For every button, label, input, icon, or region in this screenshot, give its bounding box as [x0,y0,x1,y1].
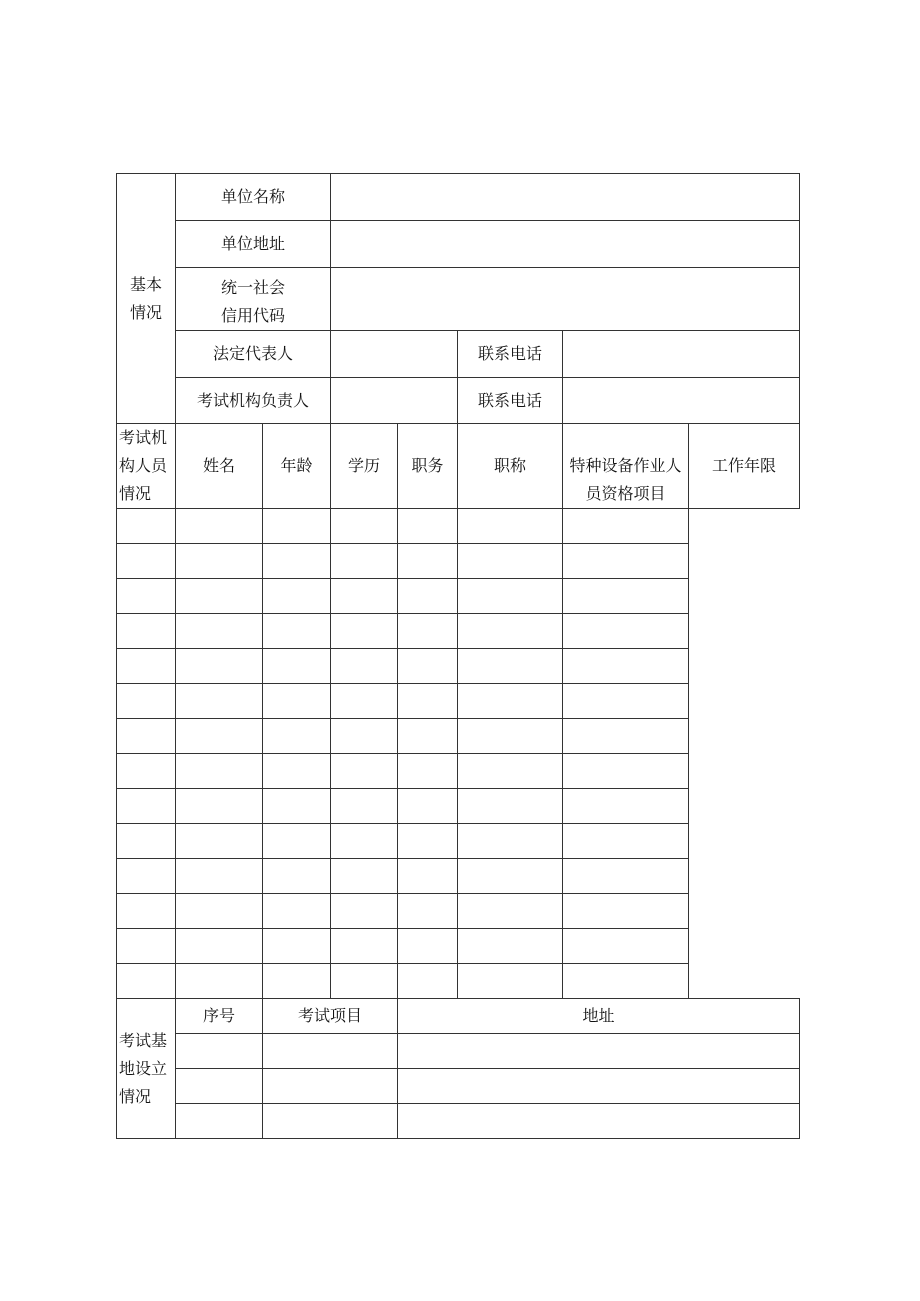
personnel-cell[interactable] [176,614,263,649]
unit-name-field[interactable] [331,174,800,221]
base-col-address-header: 地址 [398,999,800,1034]
personnel-cell[interactable] [331,894,398,929]
personnel-cell[interactable] [117,614,176,649]
personnel-cell[interactable] [263,579,331,614]
personnel-cell[interactable] [117,859,176,894]
personnel-cell[interactable] [263,964,331,999]
base-col-item-header: 考试项目 [263,999,398,1034]
base-section-label: 考试基地设立情况 [117,999,176,1139]
base-row [117,1069,800,1104]
personnel-cell[interactable] [563,579,689,614]
personnel-cell[interactable] [458,964,563,999]
legal-rep-phone-label: 联系电话 [458,331,563,378]
col-qualification-header: 特种设备作业人员资格项目 [563,424,689,509]
personnel-cell[interactable] [563,964,689,999]
base-cell[interactable] [398,1069,800,1104]
personnel-cell[interactable] [331,719,398,754]
personnel-cell[interactable] [331,544,398,579]
personnel-cell[interactable] [331,824,398,859]
personnel-cell[interactable] [117,964,176,999]
personnel-cell[interactable] [458,859,563,894]
col-name-header: 姓名 [176,424,263,509]
base-cell[interactable] [263,1069,398,1104]
personnel-cell[interactable] [263,824,331,859]
personnel-cell[interactable] [117,684,176,719]
personnel-cell[interactable] [176,684,263,719]
personnel-cell[interactable] [176,859,263,894]
personnel-cell[interactable] [398,894,458,929]
personnel-cell[interactable] [398,789,458,824]
col-age-header: 年龄 [263,424,331,509]
personnel-cell[interactable] [563,684,689,719]
personnel-row [117,614,800,649]
personnel-cell[interactable] [563,719,689,754]
personnel-cell[interactable] [458,579,563,614]
personnel-cell[interactable] [331,509,398,544]
personnel-cell[interactable] [563,824,689,859]
personnel-cell[interactable] [263,614,331,649]
personnel-cell[interactable] [117,509,176,544]
personnel-cell[interactable] [398,509,458,544]
personnel-cell[interactable] [176,719,263,754]
personnel-cell[interactable] [176,824,263,859]
col-education-header: 学历 [331,424,398,509]
personnel-cell[interactable] [331,754,398,789]
base-cell[interactable] [263,1034,398,1069]
personnel-cell[interactable] [331,579,398,614]
personnel-row [117,649,800,684]
personnel-cell[interactable] [458,894,563,929]
personnel-cell[interactable] [176,509,263,544]
personnel-cell[interactable] [563,544,689,579]
unit-name-label: 单位名称 [176,174,331,221]
base-cell[interactable] [176,1104,263,1139]
base-col-seq-header: 序号 [176,999,263,1034]
personnel-section-label: 考试机构人员情况 [117,424,176,509]
personnel-cell[interactable] [117,719,176,754]
personnel-cell[interactable] [458,719,563,754]
legal-rep-label: 法定代表人 [176,331,331,378]
personnel-cell[interactable] [458,824,563,859]
head-field[interactable] [331,378,458,424]
application-form-table [116,173,800,1139]
personnel-row [117,894,800,929]
personnel-cell[interactable] [458,789,563,824]
credit-code-label: 统一社会信用代码 [176,268,331,331]
personnel-cell[interactable] [263,929,331,964]
personnel-cell[interactable] [176,649,263,684]
base-cell[interactable] [176,1069,263,1104]
personnel-cell[interactable] [117,579,176,614]
personnel-cell[interactable] [117,894,176,929]
personnel-row [117,789,800,824]
personnel-cell[interactable] [458,614,563,649]
personnel-cell[interactable] [263,649,331,684]
personnel-row [117,859,800,894]
personnel-cell[interactable] [176,929,263,964]
personnel-cell[interactable] [458,509,563,544]
personnel-cell[interactable] [176,754,263,789]
col-years-header: 工作年限 [689,424,800,509]
personnel-cell[interactable] [458,649,563,684]
personnel-cell[interactable] [117,824,176,859]
personnel-row [117,964,800,999]
personnel-cell[interactable] [263,754,331,789]
personnel-row [117,509,800,544]
personnel-cell[interactable] [398,649,458,684]
head-phone-label: 联系电话 [458,378,563,424]
personnel-cell[interactable] [263,684,331,719]
personnel-cell[interactable] [398,929,458,964]
personnel-cell[interactable] [331,859,398,894]
personnel-cell[interactable] [458,754,563,789]
basic-section-label: 基本情况 [117,174,176,424]
personnel-cell[interactable] [398,614,458,649]
personnel-cell[interactable] [563,509,689,544]
personnel-cell[interactable] [176,894,263,929]
base-row [117,1104,800,1139]
personnel-cell[interactable] [398,684,458,719]
personnel-cell[interactable] [458,929,563,964]
base-cell[interactable] [398,1104,800,1139]
personnel-row [117,579,800,614]
personnel-cell[interactable] [458,544,563,579]
unit-address-field[interactable] [331,221,800,268]
personnel-cell[interactable] [263,509,331,544]
personnel-cell[interactable] [398,754,458,789]
personnel-cell[interactable] [117,544,176,579]
personnel-cell[interactable] [563,929,689,964]
personnel-cell[interactable] [263,894,331,929]
personnel-cell[interactable] [398,859,458,894]
base-cell[interactable] [398,1034,800,1069]
head-label: 考试机构负责人 [176,378,331,424]
personnel-cell[interactable] [176,964,263,999]
personnel-cell[interactable] [117,754,176,789]
personnel-cell[interactable] [176,544,263,579]
personnel-cell[interactable] [331,929,398,964]
personnel-cell[interactable] [263,789,331,824]
personnel-cell[interactable] [398,544,458,579]
base-cell[interactable] [176,1034,263,1069]
personnel-row [117,824,800,859]
personnel-cell[interactable] [331,789,398,824]
personnel-cell[interactable] [176,789,263,824]
personnel-cell[interactable] [263,719,331,754]
personnel-cell[interactable] [117,649,176,684]
unit-address-label: 单位地址 [176,221,331,268]
personnel-cell[interactable] [263,859,331,894]
personnel-cell[interactable] [563,649,689,684]
personnel-cell[interactable] [398,824,458,859]
personnel-cell[interactable] [563,894,689,929]
personnel-cell[interactable] [331,614,398,649]
base-cell[interactable] [263,1104,398,1139]
personnel-cell[interactable] [117,789,176,824]
credit-code-field[interactable] [331,268,800,331]
legal-rep-phone-field[interactable] [563,331,800,378]
personnel-cell[interactable] [398,579,458,614]
col-title-header: 职称 [458,424,563,509]
personnel-row [117,719,800,754]
personnel-cell[interactable] [331,684,398,719]
personnel-cell[interactable] [563,789,689,824]
personnel-cell[interactable] [331,649,398,684]
personnel-cell[interactable] [117,929,176,964]
personnel-cell[interactable] [458,684,563,719]
legal-rep-field[interactable] [331,331,458,378]
personnel-row [117,929,800,964]
col-position-header: 职务 [398,424,458,509]
base-row [117,1034,800,1069]
personnel-cell[interactable] [398,719,458,754]
personnel-row [117,684,800,719]
personnel-row [117,544,800,579]
personnel-row [117,754,800,789]
personnel-cell[interactable] [263,544,331,579]
personnel-cell[interactable] [563,754,689,789]
head-phone-field[interactable] [563,378,800,424]
personnel-cell[interactable] [331,964,398,999]
personnel-cell[interactable] [563,614,689,649]
personnel-cell[interactable] [176,579,263,614]
personnel-cell[interactable] [398,964,458,999]
personnel-cell[interactable] [563,859,689,894]
